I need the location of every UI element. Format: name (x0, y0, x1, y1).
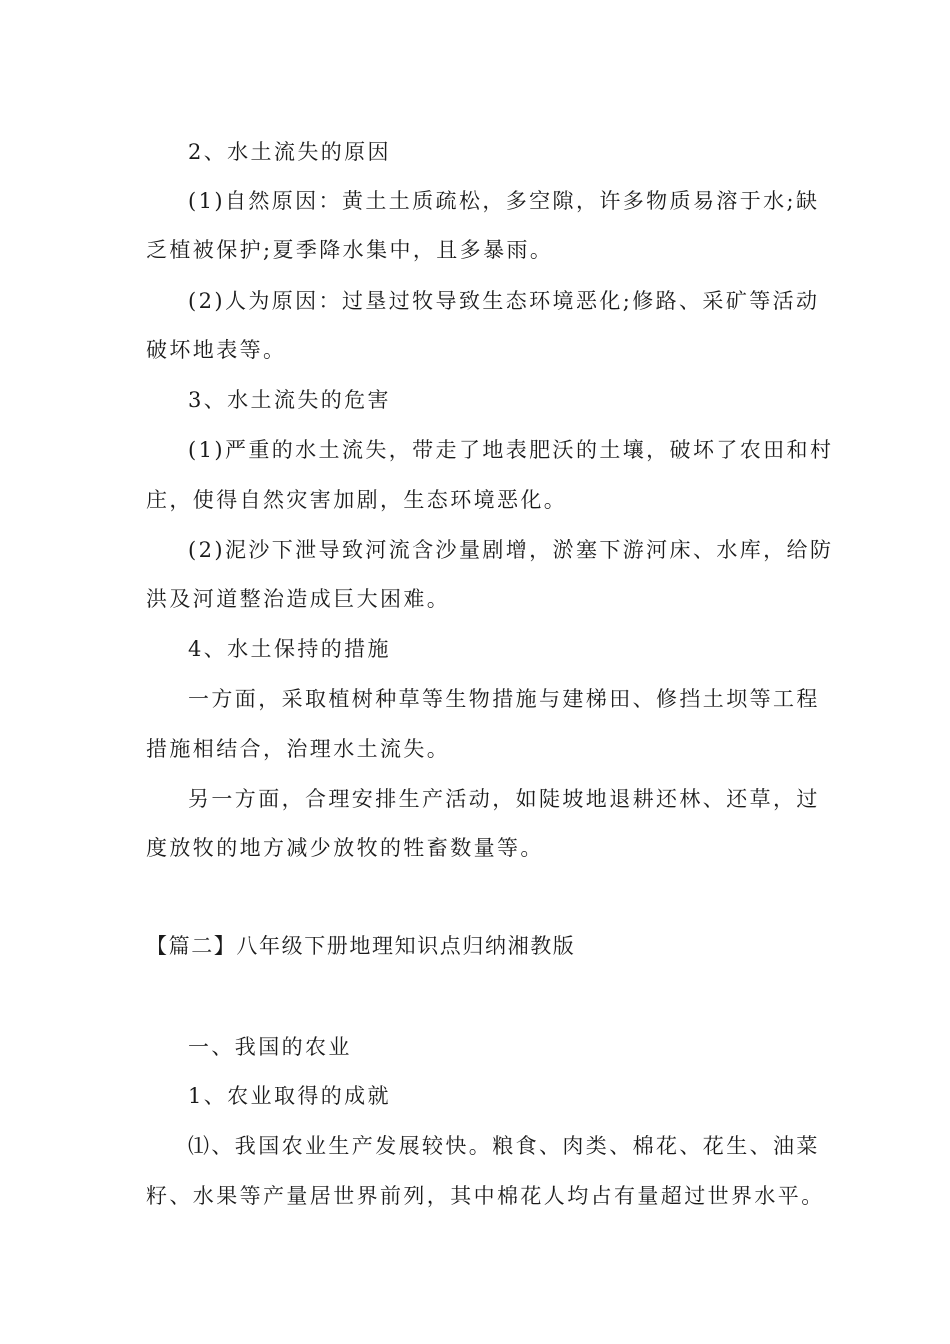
paragraph-measure-1-cont: 措施相结合，治理水土流失。 (146, 737, 451, 761)
paragraph-harm-2: (2)泥沙下泄导致河流含沙量剧增，淤塞下游河床、水库，给防 (188, 538, 834, 562)
paragraph-harm-1: (1)严重的水土流失，带走了地表肥沃的土壤，破坏了农田和村 (188, 438, 834, 462)
paragraph-natural-causes-cont: 乏植被保护;夏季降水集中，且多暴雨。 (146, 238, 554, 262)
paragraph-human-causes-cont: 破坏地表等。 (146, 338, 287, 362)
paragraph-measure-2-cont: 度放牧的地方减少放牧的牲畜数量等。 (146, 836, 544, 860)
paragraph-measure-1: 一方面，采取植树种草等生物措施与建梯田、修挡土坝等工程 (188, 687, 820, 711)
paragraph-human-causes: (2)人为原因：过垦过牧导致生态环境恶化;修路、采矿等活动 (188, 289, 820, 313)
section-title: 【篇二】八年级下册地理知识点归纳湘教版 (146, 934, 576, 958)
paragraph-harm-1-cont: 庄，使得自然灾害加剧，生态环境恶化。 (146, 488, 568, 512)
paragraph-harm-2-cont: 洪及河道整治造成巨大困难。 (146, 587, 451, 611)
paragraph-measure-2: 另一方面，合理安排生产活动，如陡坡地退耕还林、还草，过 (188, 787, 820, 811)
paragraph-achievement-1-cont: 籽、水果等产量居世界前列，其中棉花人均占有量超过世界水平。 (146, 1184, 825, 1208)
paragraph-natural-causes: (1)自然原因：黄土土质疏松，多空隙，许多物质易溶于水;缺 (188, 189, 820, 213)
paragraph-achievement-1: ⑴、我国农业生产发展较快。粮食、肉类、棉花、花生、油菜 (188, 1134, 820, 1158)
heading-achievements: 1、农业取得的成就 (188, 1084, 391, 1108)
heading-causes: 2、水土流失的原因 (188, 140, 391, 164)
heading-agriculture: 一、我国的农业 (188, 1035, 352, 1059)
heading-measures: 4、水土保持的措施 (188, 637, 391, 661)
heading-harms: 3、水土流失的危害 (188, 388, 391, 412)
